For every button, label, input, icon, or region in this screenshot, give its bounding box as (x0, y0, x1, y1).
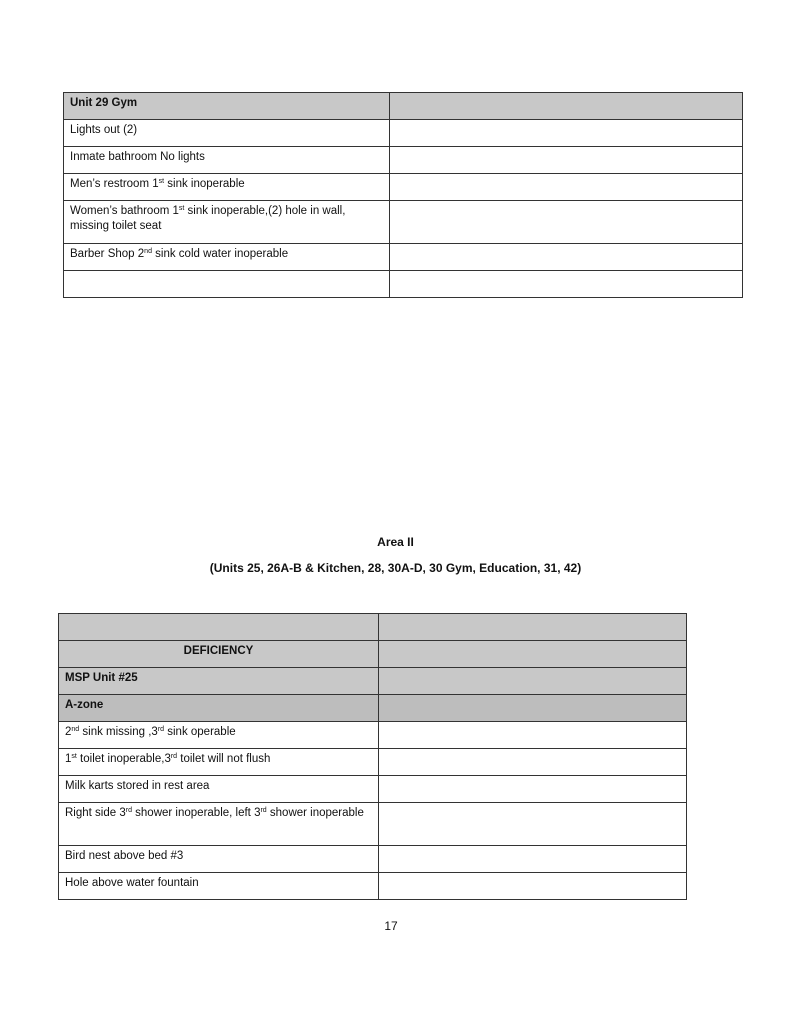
notes-cell (390, 201, 743, 244)
deficiency-cell: Inmate bathroom No lights (64, 147, 390, 174)
deficiency-cell: Men’s restroom 1st sink inoperable (64, 174, 390, 201)
deficiency-cell: 2nd sink missing ,3rd sink operable (59, 722, 379, 749)
header-cell-empty (379, 668, 687, 695)
deficiency-cell: Lights out (2) (64, 120, 390, 147)
zone-header-cell: A-zone (59, 695, 379, 722)
deficiency-cell: Hole above water fountain (59, 873, 379, 900)
notes-cell (390, 147, 743, 174)
area-subtitle: (Units 25, 26A-B & Kitchen, 28, 30A-D, 30 Gym, Education, 31, 42) (209, 561, 582, 575)
header-cell-empty (379, 641, 687, 668)
unit-header-cell: MSP Unit #25 (59, 668, 379, 695)
notes-cell (390, 120, 743, 147)
unit-29-gym-table (63, 92, 743, 298)
notes-cell (379, 722, 687, 749)
deficiency-cell: Milk karts stored in rest area (59, 776, 379, 803)
deficiency-cell: Women’s bathroom 1st sink inoperable,(2) hole in wall, missing toilet seat (64, 201, 390, 244)
notes-cell (379, 846, 687, 873)
notes-cell (379, 873, 687, 900)
empty-cell (64, 271, 390, 298)
deficiency-column-header: DEFICIENCY (59, 641, 379, 668)
table-header-cell-empty (390, 93, 743, 120)
notes-cell (390, 174, 743, 201)
area-title: Area II (377, 535, 414, 549)
notes-cell (379, 749, 687, 776)
empty-cell (390, 271, 743, 298)
header-cell-empty (379, 695, 687, 722)
table-header-cell: Unit 29 Gym (64, 93, 390, 120)
deficiency-cell: 1st toilet inoperable,3rd toilet will not flush (59, 749, 379, 776)
page-number: 17 (384, 919, 398, 933)
notes-cell (379, 776, 687, 803)
deficiency-cell: Bird nest above bed #3 (59, 846, 379, 873)
notes-cell (390, 244, 743, 271)
deficiency-cell: Barber Shop 2nd sink cold water inoperable (64, 244, 390, 271)
header-cell-empty (379, 614, 687, 641)
notes-cell (379, 803, 687, 846)
header-cell-empty (59, 614, 379, 641)
deficiency-cell: Right side 3rd shower inoperable, left 3rd shower inoperable (59, 803, 379, 846)
area-ii-deficiency-table (58, 613, 687, 900)
